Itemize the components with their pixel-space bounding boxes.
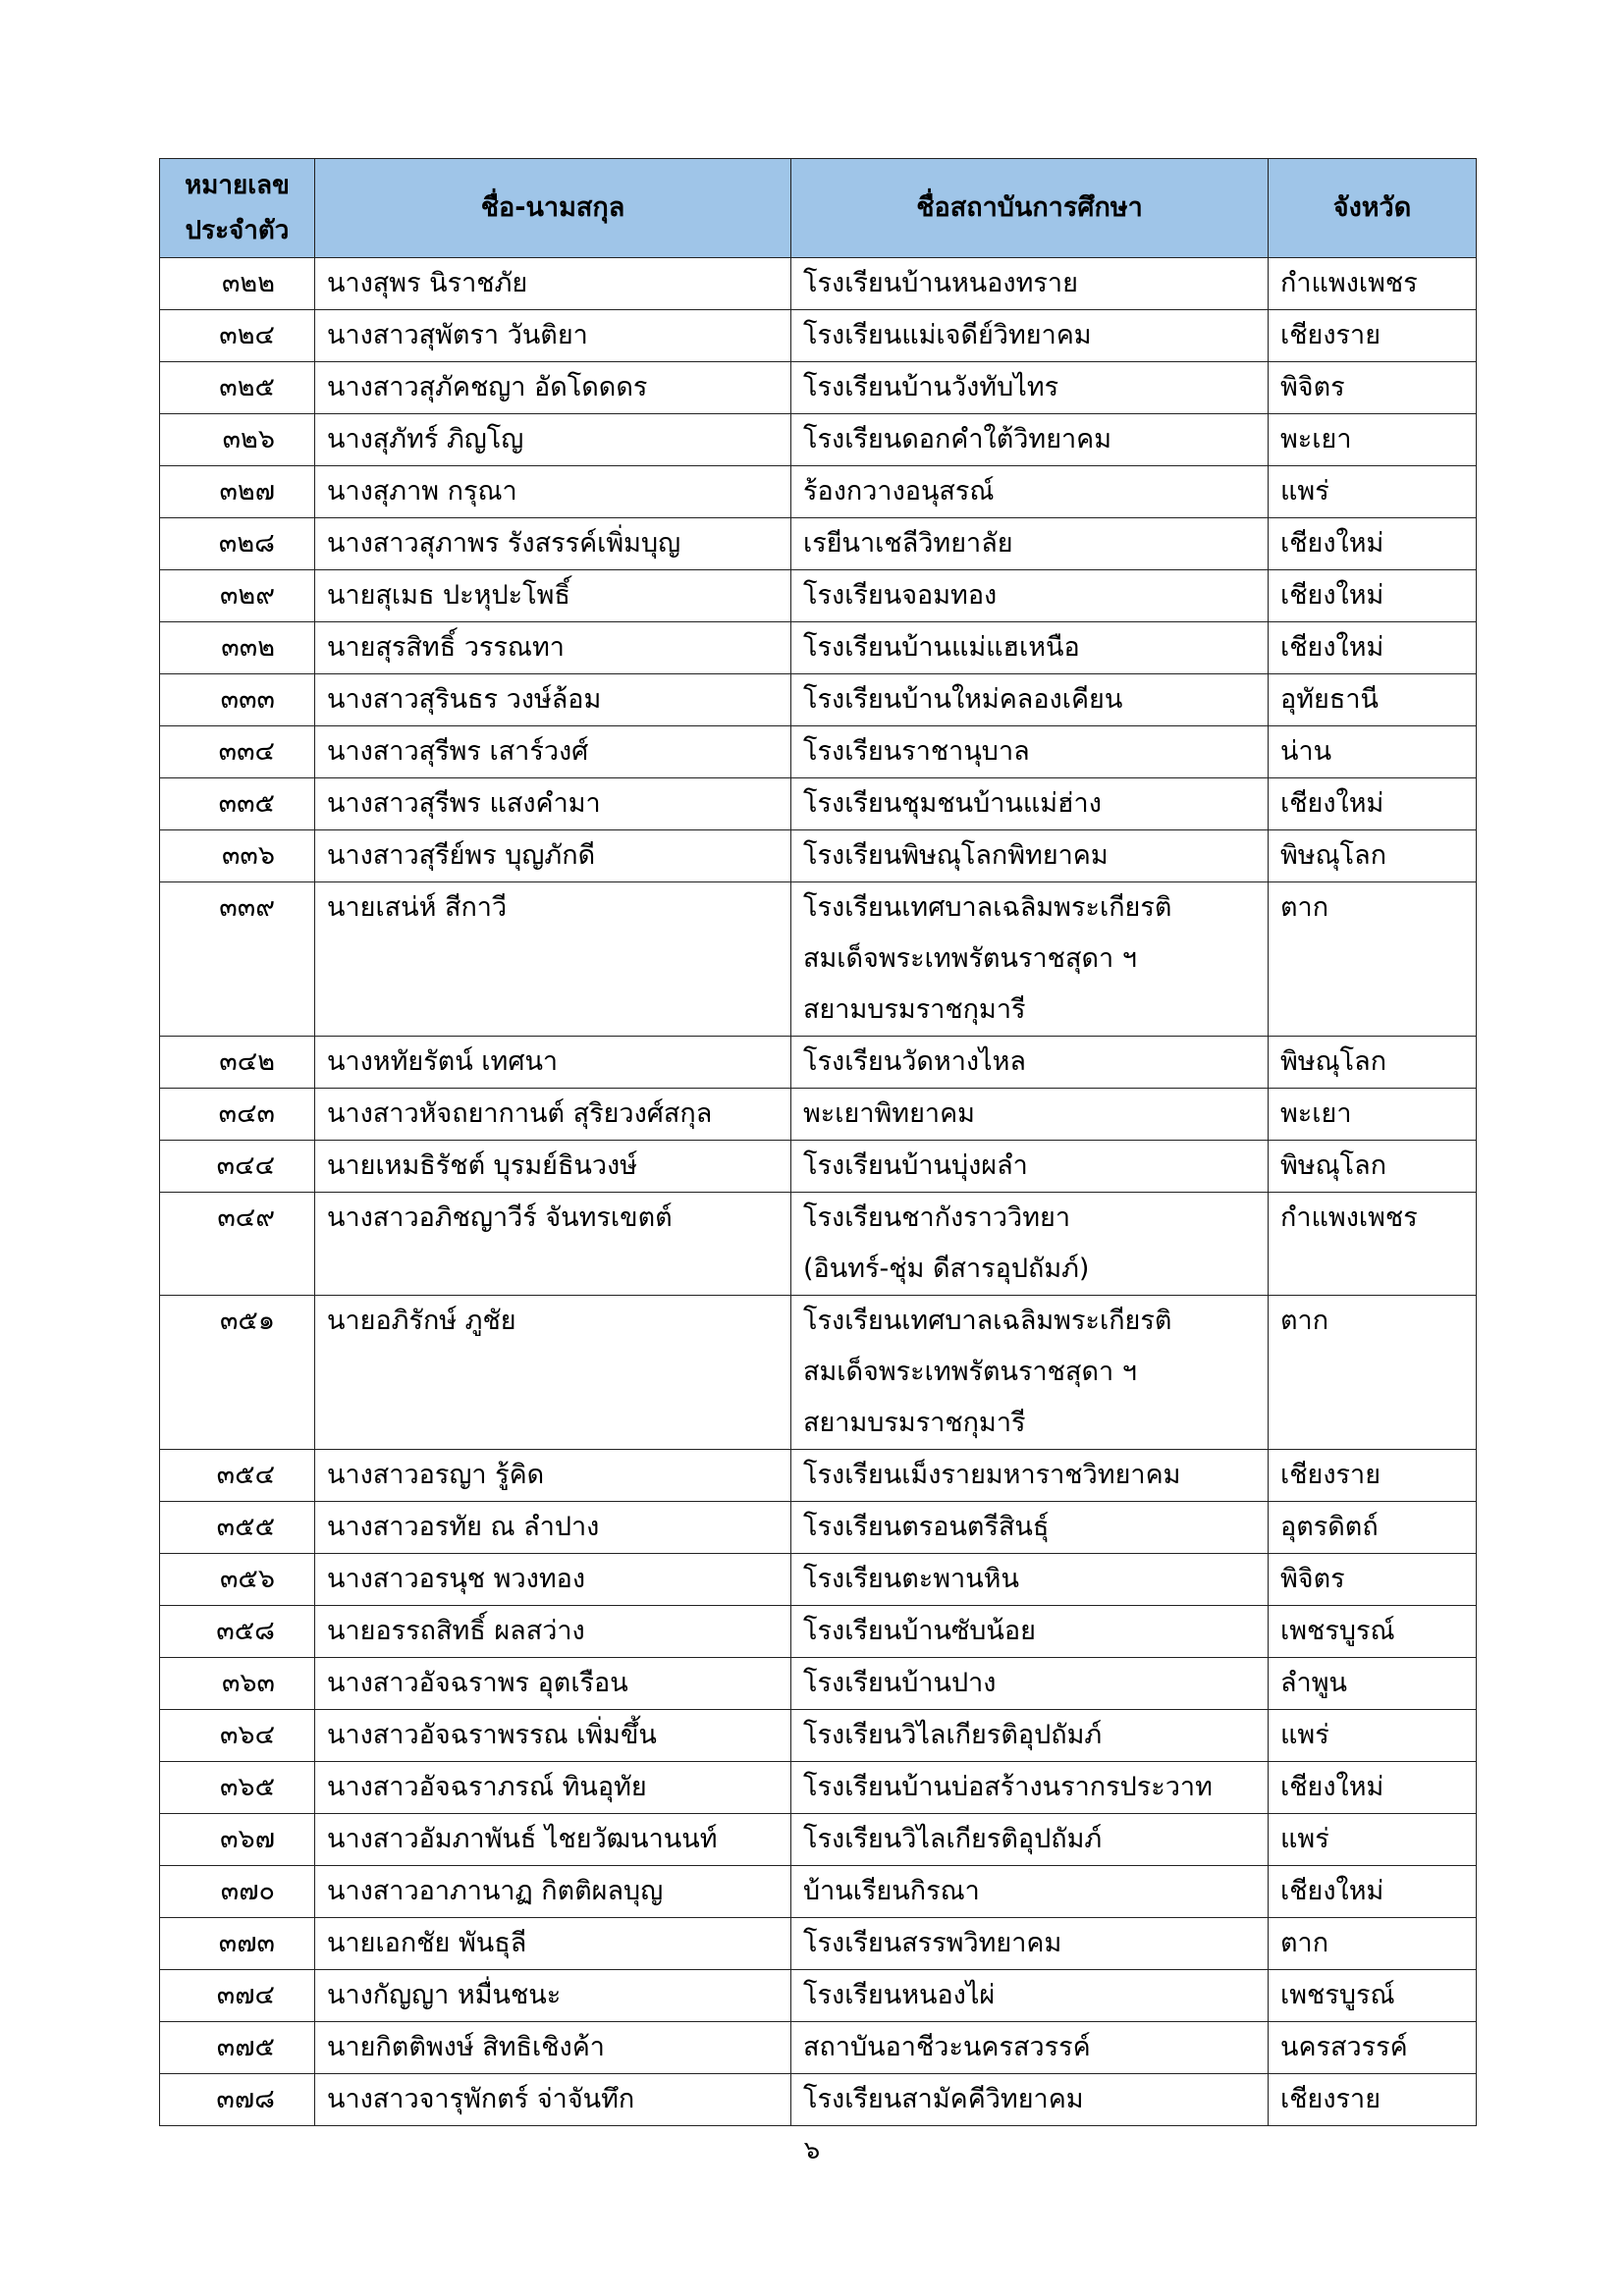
cell-province: พะเยา [1269,1089,1477,1141]
cell-province: พิษณุโลก [1269,830,1477,882]
cell-id: ๓๓๖ [160,830,315,882]
cell-province: ลำพูน [1269,1658,1477,1710]
cell-name: นายอรรถสิทธิ์ ผลสว่าง [315,1606,791,1658]
cell-name: นางสาวสุรีพร แสงคำมา [315,778,791,830]
school-line: สมเด็จพระเทพรัตนราชสุดา ฯ [803,943,1137,974]
school-line: โรงเรียนบ้านบ่อสร้างนรากรประวาท [803,1772,1213,1802]
page-number: ๖ [803,2136,821,2165]
cell-name: นางสาวสุรินธร วงษ์ล้อม [315,674,791,726]
table-header [160,159,1477,258]
table-body [160,258,1477,2126]
table-row [160,1193,1477,1296]
cell-id: ๓๕๑ [160,1296,315,1450]
cell-school [791,1502,1269,1554]
cell-school [791,1970,1269,2022]
cell-province: อุทัยธานี [1269,674,1477,726]
cell-province: แพร่ [1269,1814,1477,1866]
school-line: สยามบรมราชกุมารี [803,994,1026,1025]
header-id-line1: หมายเลข [185,171,290,200]
cell-province: เชียงใหม่ [1269,622,1477,674]
header-row [160,159,1477,258]
cell-school [791,1918,1269,1970]
cell-province: เชียงใหม่ [1269,778,1477,830]
cell-id: ๓๕๔ [160,1450,315,1502]
table-row [160,310,1477,362]
cell-name: นางสาวอรญา รู้คิด [315,1450,791,1502]
header-id-line2: ประจำตัว [185,216,290,245]
cell-id: ๓๗๘ [160,2074,315,2126]
school-line: โรงเรียนสามัคคีวิทยาคม [803,2084,1084,2114]
header-id [160,159,315,258]
school-line: โรงเรียนราชานุบาล [803,736,1030,767]
cell-province: ตาก [1269,1918,1477,1970]
table-row [160,1970,1477,2022]
school-line: บ้านเรียนกิรณา [803,1876,980,1906]
table-row [160,674,1477,726]
cell-name: นายเหมธิรัชต์ บุรมย์ธินวงษ์ [315,1141,791,1193]
cell-school [791,1450,1269,1502]
cell-id: ๓๒๗ [160,466,315,518]
cell-name: นางสาวสุรีพร เสาร์วงศ์ [315,726,791,778]
cell-id: ๓๒๒ [160,258,315,310]
header-province: จังหวัด [1269,159,1477,258]
school-line: โรงเรียนวัดหางไหล [803,1046,1026,1077]
cell-province: ตาก [1269,882,1477,1037]
cell-name: นายสุเมธ ปะหุปะโพธิ์ [315,570,791,622]
cell-school [791,1554,1269,1606]
cell-province: เชียงราย [1269,1450,1477,1502]
cell-name: นางสุพร นิราชภัย [315,258,791,310]
cell-province: เชียงราย [1269,310,1477,362]
table-row [160,1554,1477,1606]
school-line: พะเยาพิทยาคม [803,1098,975,1129]
cell-province: เชียงใหม่ [1269,570,1477,622]
cell-school [791,726,1269,778]
cell-name: นางสาวอภิชญาวีร์ จันทรเขตต์ [315,1193,791,1296]
table-row [160,726,1477,778]
cell-id: ๓๒๔ [160,310,315,362]
school-line: โรงเรียนตะพานหิน [803,1564,1019,1594]
cell-province: พิจิตร [1269,1554,1477,1606]
cell-id: ๓๕๕ [160,1502,315,1554]
cell-name: นางสาวอัจฉราพรรณ เพิ่มขึ้น [315,1710,791,1762]
school-line: โรงเรียนดอกคำใต้วิทยาคม [803,424,1112,454]
table-row [160,1710,1477,1762]
cell-school [791,1193,1269,1296]
cell-id: ๓๒๘ [160,518,315,570]
cell-school [791,882,1269,1037]
table-row [160,622,1477,674]
table-row [160,1037,1477,1089]
cell-name: นายกิตติพงษ์ สิทธิเชิงค้า [315,2022,791,2074]
table-row [160,1866,1477,1918]
cell-school [791,830,1269,882]
cell-province: เชียงใหม่ [1269,1762,1477,1814]
cell-name: นางสาวหัจถยากานต์ สุริยวงศ์สกุล [315,1089,791,1141]
cell-name: นางหทัยรัตน์ เทศนา [315,1037,791,1089]
school-line: โรงเรียนชากังราววิทยา [803,1202,1070,1233]
school-line: โรงเรียนสรรพวิทยาคม [803,1928,1062,1958]
cell-name: นายสุรสิทธิ์ วรรณทา [315,622,791,674]
cell-school [791,1814,1269,1866]
cell-id: ๓๖๗ [160,1814,315,1866]
cell-school [791,1658,1269,1710]
cell-province: พิจิตร [1269,362,1477,414]
table-row [160,1141,1477,1193]
school-line: สยามบรมราชกุมารี [803,1408,1026,1438]
cell-name: นางสาวอรทัย ณ ลำปาง [315,1502,791,1554]
cell-province: แพร่ [1269,1710,1477,1762]
table-row [160,2022,1477,2074]
school-line: โรงเรียนบ้านใหม่คลองเคียน [803,684,1123,715]
table-row [160,518,1477,570]
school-line: เรยีนาเชลีวิทยาลัย [803,528,1013,559]
cell-school [791,778,1269,830]
cell-name: นางสาวสุภัคชญา อัดโดดดร [315,362,791,414]
cell-name: นายอภิรักษ์ ภูชัย [315,1296,791,1450]
cell-id: ๓๗๔ [160,1970,315,2022]
table-row [160,1296,1477,1450]
school-line: สถาบันอาชีวะนครสวรรค์ [803,2032,1091,2062]
cell-name: นางสาวจารุพักตร์ จ่าจันทึก [315,2074,791,2126]
cell-id: ๓๖๔ [160,1710,315,1762]
table-row [160,414,1477,466]
school-line: โรงเรียนแม่เจดีย์วิทยาคม [803,320,1092,350]
cell-id: ๓๔๒ [160,1037,315,1089]
cell-id: ๓๒๕ [160,362,315,414]
cell-name: นางสุภัทร์ ภิญโญ [315,414,791,466]
cell-id: ๓๔๔ [160,1141,315,1193]
roster-table [159,158,1477,2126]
cell-name: นายเอกชัย พันธุลี [315,1918,791,1970]
table-row [160,778,1477,830]
cell-id: ๓๕๘ [160,1606,315,1658]
table-row [160,1606,1477,1658]
school-line: โรงเรียนบ้านหนองทราย [803,268,1078,298]
school-line: โรงเรียนบ้านวังทับไทร [803,372,1059,402]
cell-school [791,674,1269,726]
table-row [160,2074,1477,2126]
cell-id: ๓๔๙ [160,1193,315,1296]
cell-province: พิษณุโลก [1269,1141,1477,1193]
cell-province: แพร่ [1269,466,1477,518]
cell-id: ๓๗๓ [160,1918,315,1970]
cell-id: ๓๖๓ [160,1658,315,1710]
cell-school [791,1089,1269,1141]
table-row [160,882,1477,1037]
school-line: โรงเรียนเม็งรายมหาราชวิทยาคม [803,1460,1181,1490]
cell-province: อุตรดิตถ์ [1269,1502,1477,1554]
cell-school [791,1037,1269,1089]
cell-name: นางกัญญา หมื่นชนะ [315,1970,791,2022]
cell-school [791,258,1269,310]
cell-province: น่าน [1269,726,1477,778]
cell-id: ๓๓๓ [160,674,315,726]
cell-province: ตาก [1269,1296,1477,1450]
table-row [160,258,1477,310]
cell-province: กำแพงเพชร [1269,258,1477,310]
cell-name: นางสาวสุพัตรา วันติยา [315,310,791,362]
cell-name: นางสาวอาภานาฏ กิตติผลบุญ [315,1866,791,1918]
cell-name: นางสาวอัมภาพันธ์ ไชยวัฒนานนท์ [315,1814,791,1866]
cell-name: นางสาวอรนุช พวงทอง [315,1554,791,1606]
cell-name: นายเสน่ห์ สีกาวี [315,882,791,1037]
school-line: โรงเรียนบ้านซับน้อย [803,1616,1036,1646]
cell-school [791,622,1269,674]
cell-school [791,1762,1269,1814]
cell-province: เชียงราย [1269,2074,1477,2126]
table-row [160,1502,1477,1554]
table-row [160,1762,1477,1814]
cell-id: ๓๒๖ [160,414,315,466]
cell-province: เชียงใหม่ [1269,518,1477,570]
school-line: โรงเรียนบ้านบุ่งผลำ [803,1150,1028,1181]
table-row [160,1089,1477,1141]
cell-school [791,1866,1269,1918]
school-line: โรงเรียนตรอนตรีสินธุ์ [803,1512,1050,1542]
cell-name: นางสาวอัจฉราภรณ์ ทินอุทัย [315,1762,791,1814]
table-row [160,570,1477,622]
cell-province: พะเยา [1269,414,1477,466]
school-line: โรงเรียนเทศบาลเฉลิมพระเกียรติ [803,892,1172,923]
school-line: โรงเรียนพิษณุโลกพิทยาคม [803,840,1109,871]
cell-id: ๓๔๓ [160,1089,315,1141]
school-line: ร้องกวางอนุสรณ์ [803,476,995,507]
cell-id: ๓๕๖ [160,1554,315,1606]
school-line: สมเด็จพระเทพรัตนราชสุดา ฯ [803,1357,1137,1387]
cell-id: ๓๓๔ [160,726,315,778]
cell-school [791,362,1269,414]
header-name: ชื่อ-นามสกุล [315,159,791,258]
cell-province: เพชรบูรณ์ [1269,1970,1477,2022]
cell-province: เชียงใหม่ [1269,1866,1477,1918]
cell-school [791,466,1269,518]
cell-id: ๓๖๕ [160,1762,315,1814]
cell-school [791,2022,1269,2074]
cell-school [791,1606,1269,1658]
cell-school [791,1141,1269,1193]
cell-id: ๓๒๙ [160,570,315,622]
cell-school [791,414,1269,466]
cell-province: นครสวรรค์ [1269,2022,1477,2074]
school-line: โรงเรียนบ้านปาง [803,1668,997,1698]
school-line: โรงเรียนชุมชนบ้านแม่ฮ่าง [803,788,1102,819]
school-line: โรงเรียนบ้านแม่แฮเหนือ [803,632,1080,663]
cell-school [791,2074,1269,2126]
school-line: โรงเรียนเทศบาลเฉลิมพระเกียรติ [803,1306,1172,1336]
cell-name: นางสาวสุภาพร รังสรรค์เพิ่มบุญ [315,518,791,570]
cell-school [791,570,1269,622]
cell-province: เพชรบูรณ์ [1269,1606,1477,1658]
school-line: โรงเรียนจอมทอง [803,580,998,611]
cell-school [791,310,1269,362]
header-school: ชื่อสถาบันการศึกษา [791,159,1269,258]
table-row [160,1450,1477,1502]
cell-id: ๓๗๕ [160,2022,315,2074]
cell-id: ๓๗๐ [160,1866,315,1918]
cell-province: กำแพงเพชร [1269,1193,1477,1296]
cell-id: ๓๓๒ [160,622,315,674]
cell-province: พิษณุโลก [1269,1037,1477,1089]
table-row [160,362,1477,414]
cell-school [791,1710,1269,1762]
cell-name: นางสุภาพ กรุณา [315,466,791,518]
table-row [160,830,1477,882]
cell-id: ๓๓๙ [160,882,315,1037]
cell-name: นางสาวสุรีย์พร บุญภักดี [315,830,791,882]
cell-name: นางสาวอัจฉราพร อุตเรือน [315,1658,791,1710]
school-line: โรงเรียนหนองไผ่ [803,1980,996,2010]
school-line: โรงเรียนวิไลเกียรติอุปถัมภ์ [803,1720,1103,1750]
cell-school [791,518,1269,570]
cell-id: ๓๓๕ [160,778,315,830]
school-line: โรงเรียนวิไลเกียรติอุปถัมภ์ [803,1824,1103,1854]
table-row [160,1918,1477,1970]
table-row [160,466,1477,518]
cell-school [791,1296,1269,1450]
school-line: (อินทร์-ชุ่ม ดีสารอุปถัมภ์) [803,1254,1090,1284]
table-row [160,1658,1477,1710]
table-row [160,1814,1477,1866]
